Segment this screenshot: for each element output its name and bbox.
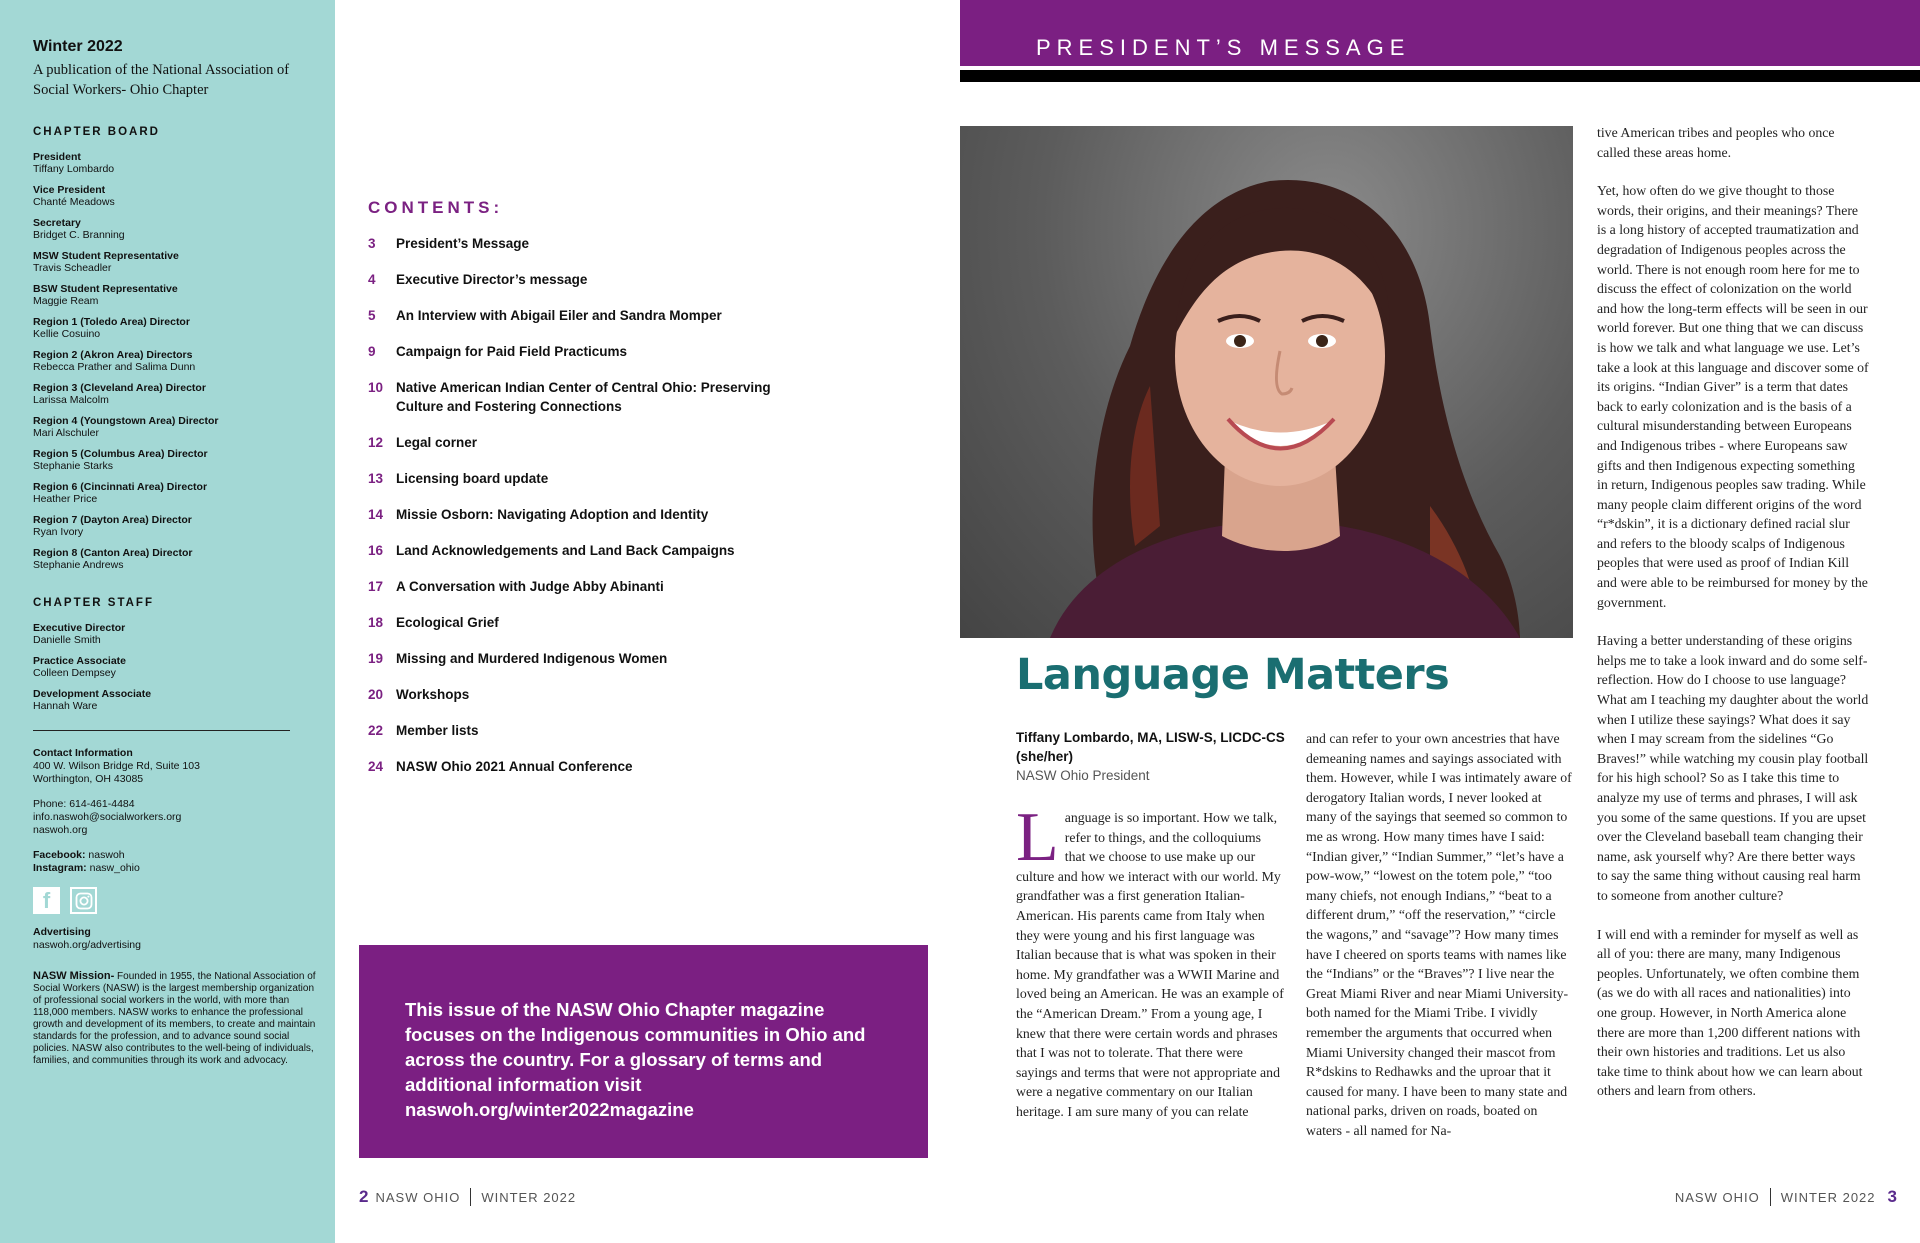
member-role: Region 5 (Columbus Area) Director — [33, 448, 208, 460]
toc-item[interactable] — [368, 342, 788, 361]
article-paragraph: and can refer to your own ancestries that have demeaning names and sayings associated with them. However, while I was intimately aware of derogatory Italian words, I never looked at many of the sayings that seemed so common to me as wrong. How many times have I said: “Indian giver,” “Indian Summer,” “let’s have a pow-wow,” “lowest on the totem pole,” “too many chiefs, not enough Indians,” “beat to a different drum,” “off the reservation,” “circle the wagons,” and “savage”? How many times have I cheered on sports teams with names like the “Indians” or the “Braves”? I live near the Great Miami River and near Miami University- both named for the Miami Tribe. I vividly remember the arguments that occurred when Miami University changed their mascot from R*dskins to Redhawks and the uproar that it caused for many. I have been to many state and national parks, driven on roads, boated on waters - all named for Na- — [1306, 731, 1572, 1138]
toc-page-number: 9 — [368, 344, 376, 359]
chapter-board-heading: CHAPTER BOARD — [33, 126, 160, 138]
chapter-board-list — [33, 151, 315, 571]
member-role: BSW Student Representative — [33, 283, 178, 295]
article-paragraph: Having a better understanding of these origins helps me to take a look inward and do some self-reflection. How do I choose to use language? What am I teaching my daughter about the world when I utilize these sayings? What does it say when I may scream from the sidelines “Go Braves!” while watching my cousin play football for his high school? So as I take this time to analyze my use of terms and phrases, I will ask you some of the same questions. If you are upset over the Cleveland baseball team changing their name, ask yourself why? Are there better ways to say the same thing without causing real harm to someone from another culture? — [1597, 633, 1869, 903]
toc-page-number: 17 — [368, 579, 384, 594]
member-role: MSW Student Representative — [33, 250, 179, 262]
toc-page-number: 19 — [368, 651, 384, 666]
article-column-1 — [1016, 799, 1284, 1122]
toc-page-number: 16 — [368, 543, 384, 558]
toc-title: Campaign for Paid Field Practicums — [396, 344, 628, 359]
footer-issue: WINTER 2022 — [481, 1189, 577, 1205]
toc-item[interactable] — [368, 378, 788, 416]
instagram-handle — [33, 862, 315, 875]
board-member — [33, 481, 315, 505]
toc-title: Executive Director’s message — [396, 272, 588, 287]
toc-title: Native American Indian Center of Central Ohio: Preserving Culture and Fostering Connections — [396, 380, 771, 414]
banner-stripe — [960, 70, 1920, 82]
board-member — [33, 547, 315, 571]
board-member — [33, 184, 315, 208]
toc-page-number: 13 — [368, 471, 384, 486]
toc-title: Missie Osborn: Navigating Adoption and Identity — [396, 507, 709, 522]
member-name: Stephanie Starks — [33, 460, 113, 472]
toc-item[interactable] — [368, 469, 788, 488]
member-name: Larissa Malcolm — [33, 394, 109, 406]
member-role: Region 1 (Toledo Area) Director — [33, 316, 190, 328]
email-link[interactable]: info.naswoh@socialworkers.org — [33, 811, 182, 823]
member-name: Tiffany Lombardo — [33, 163, 115, 175]
footer-publication: NASW OHIO — [375, 1189, 461, 1205]
member-name: Kellie Cosuino — [33, 328, 101, 340]
toc-title: Workshops — [396, 687, 470, 702]
issue-label: Winter 2022 — [33, 38, 123, 55]
contact-info — [33, 747, 315, 952]
advertising-heading: Advertising — [33, 926, 91, 938]
toc-title: Missing and Murdered Indigenous Women — [396, 651, 668, 666]
member-name: Colleen Dempsey — [33, 667, 116, 679]
advertising-link[interactable]: naswoh.org/advertising — [33, 939, 141, 951]
toc-page-number: 12 — [368, 435, 384, 450]
toc-title: Ecological Grief — [396, 615, 499, 630]
address-line-1: 400 W. Wilson Bridge Rd, Suite 103 — [33, 760, 200, 772]
member-name: Stephanie Andrews — [33, 559, 124, 571]
board-member — [33, 448, 315, 472]
member-name: Chanté Meadows — [33, 196, 115, 208]
mission-text: Founded in 1955, the National Association of Social Workers (NASW) is the largest membership organization of professional social workers in the world, with more than 118,000 members. NASW works to enhance the professional growth and development of its members, to create and maintain standards for the profession, and to advance sound social policies. NASW also contributes to the well-being of individuals, families, and communities through its work and advocacy. — [33, 971, 316, 1066]
toc-item[interactable] — [368, 649, 788, 668]
toc-title: A Conversation with Judge Abby Abinanti — [396, 579, 664, 594]
toc-page-number: 14 — [368, 507, 384, 522]
footer-issue: WINTER 2022 — [1780, 1189, 1876, 1205]
staff-member — [33, 655, 315, 679]
article-paragraph: anguage is so important. How we talk, refer to things, and the colloquiums that we choose to use make up our culture and how we interact with our world. My grandfather was a first generation Italian-American. His parents came from Italy when they were young and his first language was Italian because that is what was spoken in their home. My grandfather was a WWII Marine and loved being an American. He was an example of the “American Dream.” From a young age, I knew that there were certain words and phrases that I was not to tolerate. That there were sayings and terms that were not appropriate and were a negative commentary on our Italian heritage. I am sure many of you can relate — [1016, 810, 1284, 1119]
instagram-label: Instagram: — [33, 862, 87, 874]
member-role: Region 6 (Cincinnati Area) Director — [33, 481, 208, 493]
chapter-staff-list — [33, 622, 315, 712]
drop-cap: L — [1016, 799, 1059, 876]
page-number: 3 — [1887, 1187, 1898, 1206]
toc-item[interactable] — [368, 433, 788, 452]
page-number: 2 — [359, 1187, 370, 1206]
toc-item[interactable] — [368, 306, 788, 325]
board-member — [33, 382, 315, 406]
facebook-label: Facebook: — [33, 849, 86, 861]
member-name: Mari Alschuler — [33, 427, 99, 439]
toc-item[interactable] — [368, 721, 788, 740]
publication-description: A publication of the National Association of Social Workers- Ohio Chapter — [33, 62, 290, 98]
footer-publication: NASW OHIO — [1674, 1189, 1760, 1205]
author-name: Tiffany Lombardo, MA, LISW-S, LICDC-CS (she/her) — [1016, 730, 1285, 764]
article-byline — [1016, 728, 1286, 785]
sidebar-divider — [33, 730, 290, 731]
member-role: Region 2 (Akron Area) Directors — [33, 349, 193, 361]
board-member — [33, 514, 315, 538]
article-paragraph: tive American tribes and peoples who once called these areas home. — [1597, 125, 1835, 160]
toc-title: NASW Ohio 2021 Annual Conference — [396, 759, 633, 774]
board-member — [33, 283, 315, 307]
member-name: Danielle Smith — [33, 634, 101, 646]
article-column-3 — [1597, 123, 1869, 1120]
article-headline: Language Matters — [1016, 650, 1450, 700]
member-role: Vice President — [33, 184, 106, 196]
instagram-icon[interactable] — [70, 887, 97, 914]
board-member — [33, 250, 315, 274]
toc-item[interactable] — [368, 541, 788, 560]
article-column-2 — [1306, 729, 1574, 1140]
facebook-value[interactable]: naswoh — [85, 849, 125, 861]
chapter-sidebar — [0, 0, 335, 1243]
toc-title: Member lists — [396, 723, 479, 738]
mission-statement — [33, 970, 318, 1067]
member-role: President — [33, 151, 81, 163]
facebook-handle — [33, 849, 315, 862]
chapter-staff-heading: CHAPTER STAFF — [33, 597, 154, 609]
toc-page-number: 4 — [368, 272, 376, 287]
author-role: NASW Ohio President — [1016, 768, 1150, 783]
website-link[interactable]: naswoh.org — [33, 824, 88, 836]
member-role: Region 7 (Dayton Area) Director — [33, 514, 192, 526]
footer-divider — [470, 1188, 471, 1206]
board-member — [33, 349, 315, 373]
instagram-value[interactable]: nasw_ohio — [86, 862, 140, 874]
board-member — [33, 151, 315, 175]
toc-item[interactable] — [368, 270, 788, 289]
member-name: Travis Scheadler — [33, 262, 112, 274]
member-role: Practice Associate — [33, 655, 126, 667]
article-paragraph: I will end with a reminder for myself as well as all of you: there are many, many Indigenous peoples. Unfortunately, we often combine them (as we do with all races and nationalities) into one group. However, in North America alone there are more than 1,200 different nations with their own histories and traditions. Let us also take time to think about how we can learn about others and learn from others. — [1597, 926, 1863, 1099]
toc-page-number: 24 — [368, 759, 384, 774]
toc-title: Licensing board update — [396, 471, 549, 486]
member-role: Secretary — [33, 217, 81, 229]
toc-title: Legal corner — [396, 435, 478, 450]
member-name: Bridget C. Branning — [33, 229, 125, 241]
member-role: Development Associate — [33, 688, 152, 700]
president-portrait-photo — [960, 126, 1573, 638]
member-name: Rebecca Prather and Salima Dunn — [33, 361, 196, 373]
contents-title: CONTENTS: — [368, 198, 504, 217]
toc-page-number: 5 — [368, 308, 376, 323]
member-role: Executive Director — [33, 622, 126, 634]
table-of-contents — [368, 234, 788, 793]
toc-page-number: 3 — [368, 236, 376, 251]
article-paragraph: Yet, how often do we give thought to those words, their origins, and their meanings? There is a long history of accepted traumatization and degradation of Indigenous peoples across the world. There is not enough room here for me to discuss the effect of colonization on the world and how the long-term effects will be seen in our world forever. But one thing that we can discuss is how we talk and what language we use. Let’s take a look at this language and discover some of its origins. “Indian Giver” is a term that dates back to early colonization and is the basis of a cultural misunderstanding between Europeans and Indigenous tribes - where Europeans saw gifts and then Indigenous expecting something in return, Indigenous peoples saw trading. While many people claim different origins of the word “r*dskin”, it is a dictionary defined racial slur and refers to the bloody scalps of Indigenous peoples that were used as proof of Indian Kill and were able to be reimbursed for money by the government. — [1597, 183, 1869, 610]
footer-right — [1675, 1187, 1898, 1207]
member-name: Hannah Ware — [33, 700, 98, 712]
toc-item[interactable] — [368, 757, 788, 776]
member-name: Ryan Ivory — [33, 526, 84, 538]
board-member — [33, 316, 315, 340]
toc-item[interactable] — [368, 613, 788, 632]
toc-page-number: 20 — [368, 687, 384, 702]
toc-item[interactable] — [368, 234, 788, 253]
phone-number: Phone: 614-461-4484 — [33, 798, 135, 810]
member-name: Heather Price — [33, 493, 98, 505]
footer-left — [359, 1187, 576, 1207]
toc-item[interactable] — [368, 577, 788, 596]
member-role: Region 3 (Cleveland Area) Director — [33, 382, 206, 394]
footer-divider — [1770, 1188, 1771, 1206]
toc-page-number: 10 — [368, 380, 384, 395]
issue-promo-box: This issue of the NASW Ohio Chapter magazine focuses on the Indigenous communities in Ohio and across the country. For a glossary of terms and additional information visit naswoh.org/winter2022magazine — [359, 945, 928, 1158]
address-line-2: Worthington, OH 43085 — [33, 773, 144, 785]
board-member — [33, 217, 315, 241]
mission-label: NASW Mission- — [33, 970, 115, 982]
contact-heading: Contact Information — [33, 747, 133, 759]
member-role: Region 8 (Canton Area) Director — [33, 547, 193, 559]
toc-title: An Interview with Abigail Eiler and Sandra Momper — [396, 308, 722, 323]
toc-page-number: 18 — [368, 615, 384, 630]
social-icons — [33, 887, 315, 914]
section-title: PRESIDENT’S MESSAGE — [1036, 35, 1411, 60]
toc-item[interactable] — [368, 505, 788, 524]
toc-page-number: 22 — [368, 723, 384, 738]
member-name: Maggie Ream — [33, 295, 99, 307]
toc-title: President’s Message — [396, 236, 530, 251]
member-role: Region 4 (Youngstown Area) Director — [33, 415, 219, 427]
toc-item[interactable] — [368, 685, 788, 704]
board-member — [33, 415, 315, 439]
staff-member — [33, 622, 315, 646]
facebook-icon[interactable]: f — [33, 887, 60, 914]
toc-title: Land Acknowledgements and Land Back Campaigns — [396, 543, 735, 558]
staff-member — [33, 688, 315, 712]
